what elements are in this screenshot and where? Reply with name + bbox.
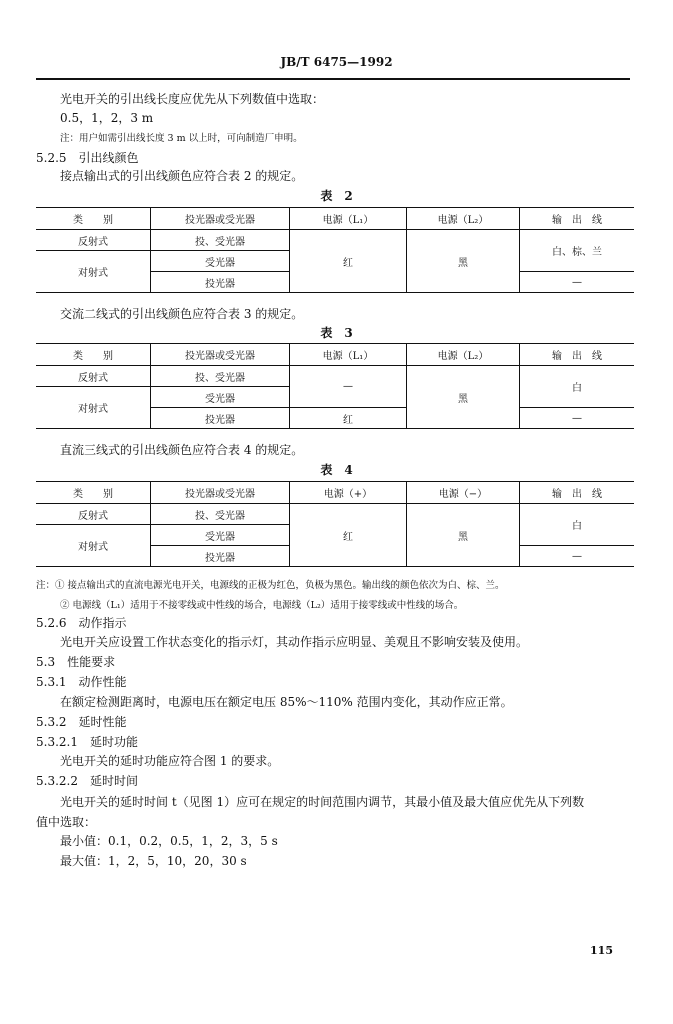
table4-output-a: 白 xyxy=(520,504,635,546)
table3-power1-top: — xyxy=(290,366,407,408)
section-5-3-1-heading: 5.3.1 动作性能 xyxy=(36,675,127,689)
table4-type-through: 对射式 xyxy=(36,525,151,567)
section-5-3-1-text: 在额定检测距离时，电源电压在额定电压 85%～110% 范围内变化，其动作应正常。 xyxy=(60,695,513,709)
table2-header-output: 输 出 线 xyxy=(520,208,635,230)
table3-output-b: — xyxy=(520,408,635,429)
table4-unit-receiver: 受光器 xyxy=(151,525,290,546)
table4-unit-both: 投、受光器 xyxy=(151,504,290,525)
table4-caption: 表 4 xyxy=(320,463,353,477)
section-5-2-6-text: 光电开关应设置工作状态变化的指示灯，其动作指示应明显、美观且不影响安装及使用。 xyxy=(60,635,529,649)
table3-header-output: 输 出 线 xyxy=(520,344,635,366)
table3-unit-receiver: 受光器 xyxy=(151,387,290,408)
table2-intro: 接点输出式的引出线颜色应符合表 2 的规定。 xyxy=(60,169,304,183)
table4-header-negative: 电源（−） xyxy=(407,482,520,504)
cable-length-note: 注：用户如需引出线长度 3 m 以上时，可向制造厂申明。 xyxy=(60,133,303,144)
section-5-3-2-2-heading: 5.3.2.2 延时时间 xyxy=(36,774,138,788)
table3-type-through: 对射式 xyxy=(36,387,151,429)
section-5-3-2-1-heading: 5.3.2.1 延时功能 xyxy=(36,735,138,749)
table2-header-unit: 投光器或受光器 xyxy=(151,208,290,230)
header-rule xyxy=(36,78,630,80)
table2-power1-value: 红 xyxy=(290,230,407,293)
table3-unit-emitter: 投光器 xyxy=(151,408,290,429)
delay-min-values: 最小值：0.1，0.2，0.5，1，2，3，5 s xyxy=(60,834,278,848)
table2-unit-emitter: 投光器 xyxy=(151,272,290,293)
table4-header-positive: 电源（+） xyxy=(290,482,407,504)
section-5-3-heading: 5.3 性能要求 xyxy=(36,655,116,669)
table4-header-type: 类 别 xyxy=(36,482,151,504)
section-5-3-2-2-text-cont: 值中选取： xyxy=(36,815,97,829)
table3-intro: 交流二线式的引出线颜色应符合表 3 的规定。 xyxy=(60,307,304,321)
table2-unit-receiver: 受光器 xyxy=(151,251,290,272)
table3-header-type: 类 别 xyxy=(36,344,151,366)
cable-length-values: 0.5，1，2，3 m xyxy=(60,111,154,125)
table2-type-reflective: 反射式 xyxy=(36,230,151,251)
table2-header-power1: 电源（L₁） xyxy=(290,208,407,230)
cable-length-intro: 光电开关的引出线长度应优先从下列数值中选取： xyxy=(60,92,325,106)
section-5-3-2-1-text: 光电开关的延时功能应符合图 1 的要求。 xyxy=(60,754,280,768)
table2-header-type: 类 别 xyxy=(36,208,151,230)
table2-unit-both: 投、受光器 xyxy=(151,230,290,251)
section-5-3-2-2-text: 光电开关的延时时间 t（见图 1）应可在规定的时间范围内调节，其最小值及最大值应优先从下列数 xyxy=(60,795,585,809)
page-number: 115 xyxy=(590,944,613,957)
delay-max-values: 最大值：1，2，5，10，20，30 s xyxy=(60,854,247,868)
table2-caption: 表 2 xyxy=(320,189,353,203)
table4-negative-value: 黑 xyxy=(407,504,520,567)
table4-positive-value: 红 xyxy=(290,504,407,567)
table2-output-b: — xyxy=(520,272,635,293)
section-5-3-2-heading: 5.3.2 延时性能 xyxy=(36,715,127,729)
table3-header-power2: 电源（L₂） xyxy=(407,344,520,366)
table-2 xyxy=(36,207,634,293)
table4-type-reflective: 反射式 xyxy=(36,504,151,525)
table-4 xyxy=(36,481,634,567)
standard-header: JB/T 6475—1992 xyxy=(280,55,393,69)
table2-header-power2: 电源（L₂） xyxy=(407,208,520,230)
table4-intro: 直流三线式的引出线颜色应符合表 4 的规定。 xyxy=(60,443,304,457)
table3-header-unit: 投光器或受光器 xyxy=(151,344,290,366)
table3-power1-emitter: 红 xyxy=(290,408,407,429)
table3-power2-value: 黑 xyxy=(407,366,520,429)
table3-output-a: 白 xyxy=(520,366,635,408)
table2-output-a: 白、棕、兰 xyxy=(520,230,635,272)
table-note-2: ② 电源线（L₁）适用于不接零线或中性线的场合，电源线（L₂）适用于接零线或中性线的场合。 xyxy=(60,600,464,611)
table3-header-power1: 电源（L₁） xyxy=(290,344,407,366)
section-5-2-6-heading: 5.2.6 动作指示 xyxy=(36,616,127,630)
table4-output-b: — xyxy=(520,546,635,567)
table4-unit-emitter: 投光器 xyxy=(151,546,290,567)
table-3 xyxy=(36,343,634,429)
table4-header-output: 输 出 线 xyxy=(520,482,635,504)
table3-caption: 表 3 xyxy=(320,326,353,340)
section-5-2-5-heading: 5.2.5 引出线颜色 xyxy=(36,151,139,165)
table2-power2-value: 黑 xyxy=(407,230,520,293)
table3-unit-both: 投、受光器 xyxy=(151,366,290,387)
table2-type-through: 对射式 xyxy=(36,251,151,293)
table-note-1: 注：① 接点输出式的直流电源光电开关，电源线的正极为红色，负极为黑色。输出线的颜色依次为白、棕、兰。 xyxy=(36,580,505,591)
table3-type-reflective: 反射式 xyxy=(36,366,151,387)
table4-header-unit: 投光器或受光器 xyxy=(151,482,290,504)
